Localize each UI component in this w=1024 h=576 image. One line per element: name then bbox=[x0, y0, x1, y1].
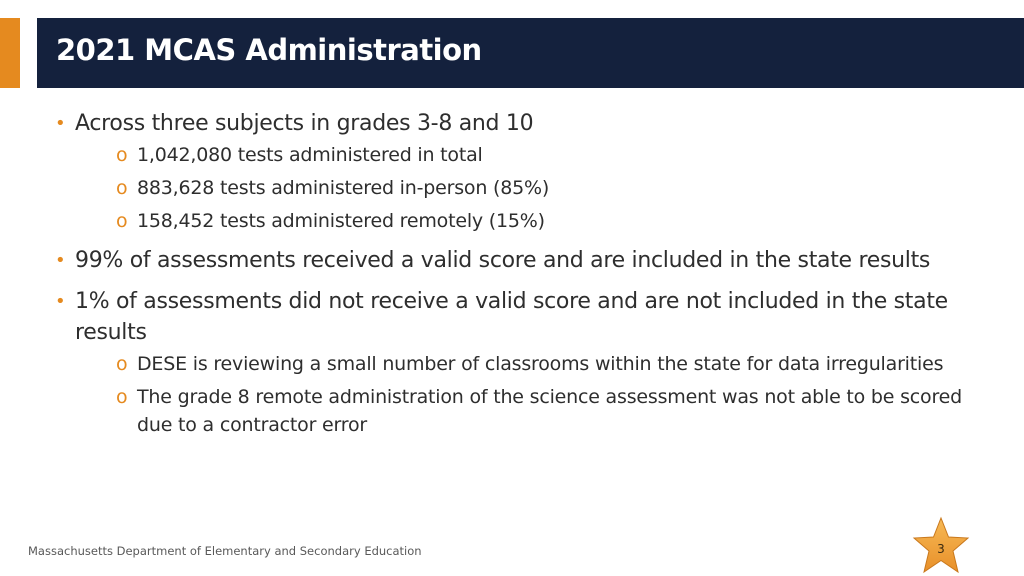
bullet-item bbox=[55, 108, 995, 235]
sub-bullet-item bbox=[75, 350, 995, 378]
sub-bullet-item bbox=[75, 207, 995, 235]
sub-bullet-item bbox=[75, 174, 995, 202]
footer-organization: Massachusetts Department of Elementary and Secondary Education bbox=[28, 544, 422, 558]
bullet-list bbox=[55, 108, 995, 439]
sub-bullet-list bbox=[75, 141, 995, 235]
sub-bullet-list bbox=[75, 350, 995, 439]
bullet-marker-icon: • bbox=[55, 113, 66, 134]
slide-title: 2021 MCAS Administration bbox=[56, 33, 482, 67]
sub-bullet-marker-icon: o bbox=[116, 210, 128, 232]
bullet-marker-icon: • bbox=[55, 291, 66, 312]
sub-bullet-marker-icon: o bbox=[116, 144, 128, 166]
sub-bullet-text: 158,452 tests administered remotely (15%) bbox=[137, 210, 545, 232]
bullet-marker-icon: • bbox=[55, 250, 66, 271]
page-number: 3 bbox=[937, 542, 945, 556]
bullet-text: 99% of assessments received a valid score and are included in the state results bbox=[75, 248, 931, 273]
sub-bullet-text: DESE is reviewing a small number of classrooms within the state for data irregularities bbox=[137, 353, 944, 375]
title-bar bbox=[37, 18, 1024, 88]
sub-bullet-marker-icon: o bbox=[116, 386, 128, 408]
bullet-item bbox=[55, 286, 995, 439]
sub-bullet-item bbox=[75, 383, 995, 439]
sub-bullet-text: The grade 8 remote administration of the science assessment was not able to be scored due to a contractor error bbox=[137, 386, 963, 436]
bullet-text: 1% of assessments did not receive a valid score and are not included in the state results bbox=[75, 289, 948, 345]
sub-bullet-marker-icon: o bbox=[116, 353, 128, 375]
sub-bullet-marker-icon: o bbox=[116, 177, 128, 199]
sub-bullet-item bbox=[75, 141, 995, 169]
bullet-item bbox=[55, 245, 995, 276]
sub-bullet-text: 1,042,080 tests administered in total bbox=[137, 144, 483, 166]
sub-bullet-text: 883,628 tests administered in-person (85%) bbox=[137, 177, 550, 199]
title-accent-bar bbox=[0, 18, 20, 88]
bullet-text: Across three subjects in grades 3-8 and 10 bbox=[75, 111, 534, 136]
